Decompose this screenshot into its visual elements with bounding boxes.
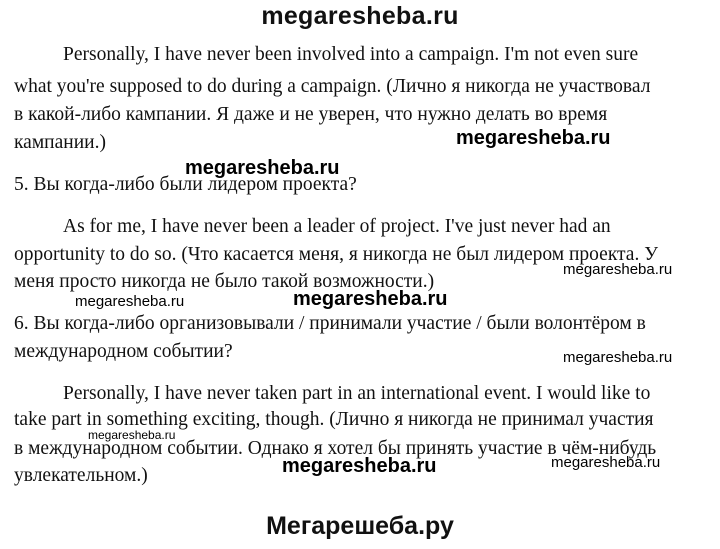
- watermark: megaresheba.ru: [456, 127, 611, 149]
- text-line: opportunity to do so. (Что касается меня, я никогда не был лидером проекта. У: [14, 244, 659, 265]
- text-line: Personally, I have never been involved into a campaign. I'm not even sure: [63, 44, 639, 65]
- site-header: megaresheba.ru: [261, 2, 459, 30]
- text-line: кампании.): [14, 132, 106, 153]
- question-heading: 5. Вы когда-либо были лидером проекта?: [14, 174, 357, 195]
- text-line: меня просто никогда не было такой возможности.): [14, 271, 435, 292]
- text-line: в какой-либо кампании. Я даже и не уверен, что нужно делать во время: [14, 104, 608, 125]
- question-heading: 6. Вы когда-либо организовывали / принимали участие / были волонтёром в: [14, 313, 646, 334]
- text-line: As for me, I have never been a leader of project. I've just never had an: [63, 216, 611, 237]
- watermark: megaresheba.ru: [88, 428, 176, 442]
- text-line: what you're supposed to do during a campaign. (Лично я никогда не участвовал: [14, 76, 651, 97]
- text-line: take part in something exciting, though. (Лично я никогда не принимал участия: [14, 409, 654, 430]
- watermark: megaresheba.ru: [293, 288, 448, 310]
- watermark: megaresheba.ru: [563, 261, 673, 278]
- text-line: Personally, I have never taken part in an international event. I would like to: [63, 383, 651, 404]
- watermark: megaresheba.ru: [282, 455, 437, 477]
- text-line: увлекательном.): [14, 465, 148, 486]
- site-footer: Мегарешеба.ру: [266, 512, 454, 540]
- watermark: megaresheba.ru: [551, 454, 661, 471]
- text-line: в международном событии. Однако я хотел бы принять участие в чём-нибудь: [14, 438, 657, 459]
- text-line: международном событии?: [14, 341, 233, 362]
- watermark: megaresheba.ru: [75, 293, 185, 310]
- watermark: megaresheba.ru: [185, 157, 340, 179]
- watermark: megaresheba.ru: [563, 349, 673, 366]
